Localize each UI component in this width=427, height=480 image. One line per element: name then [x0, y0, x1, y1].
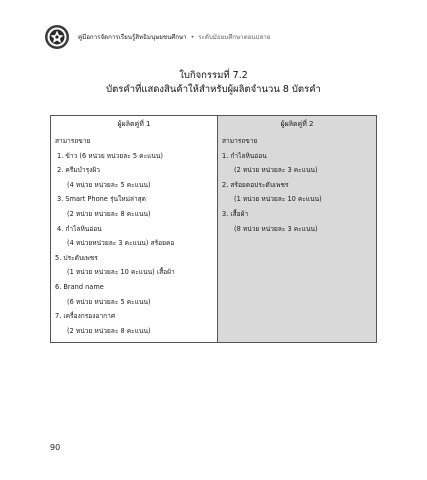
header-subtitle: ระดับมัธยมศึกษาตอนปลาย — [198, 34, 271, 41]
list-item: 6. Brand name — [55, 282, 104, 291]
list-item: (2 หน่วย หน่วยละ 8 คะแนน) — [67, 326, 151, 335]
page-subtitle: บัตรคำที่แสดงสินค้าให้สำหรับผู้ผลิตจำนวน 8 บัตรคำ — [106, 84, 321, 95]
header-separator: • — [190, 34, 195, 41]
header-text — [78, 32, 270, 42]
list-item: 4. กำไลหินอ่อน — [57, 224, 102, 233]
emblem-icon — [44, 24, 70, 50]
list-item: (6 หน่วย หน่วยละ 5 คะแนน) — [67, 297, 151, 306]
list-item: (8 หน่วย หน่วยละ 3 คะแนน) — [234, 224, 318, 233]
producer-column-2 — [218, 116, 376, 342]
page-header — [44, 24, 404, 52]
list-item: (4 หน่วย หน่วยละ 5 คะแนน) — [67, 180, 151, 189]
page-number: 90 — [50, 443, 61, 452]
producer-table — [50, 115, 377, 343]
list-item: 3. เสื้อผ้า — [222, 209, 249, 218]
producer-2-heading: ผู้ผลิตคู่ที่ 2 — [280, 120, 314, 128]
list-item: 1. กำไลหินอ่อน — [222, 151, 267, 160]
header-title: คู่มือการจัดการเรียนรู้สิทธิมนุษยชนศึกษา — [78, 34, 187, 41]
list-item: (2 หน่วย หน่วยละ 3 คะแนน) — [234, 166, 318, 175]
list-item: 2. สร้อยคอประดับเพชร — [222, 180, 289, 189]
page-title: ใบกิจกรรมที่ 7.2 — [179, 70, 248, 81]
list-item: (4 หน่วยหน่วยละ 3 คะแนน) สร้อยคอ — [67, 239, 175, 248]
list-item: 1. ข้าว (6 หน่วย หน่วยละ 5 คะแนน) — [57, 151, 163, 160]
list-item: 2. ครีมบำรุงผิว — [57, 166, 100, 175]
list-item: สามารถขาย — [222, 137, 258, 145]
list-item: (2 หน่วย หน่วยละ 8 คะแนน) — [67, 209, 151, 218]
list-item: 5. ประดับเพชร — [55, 253, 98, 262]
list-item: (1 หน่วย หน่วยละ 10 คะแนน) — [234, 195, 322, 204]
producer-2-list — [222, 134, 374, 236]
list-item: (1 หน่วย หน่วยละ 10 คะแนน) เสื้อผ้า — [67, 268, 175, 277]
producer-1-list — [55, 134, 215, 338]
producer-1-heading: ผู้ผลิตคู่ที่ 1 — [117, 120, 151, 128]
list-item: 3. Smart Phone รุ่นใหม่ล่าสุด — [57, 195, 146, 204]
list-item: 7. เครื่องกรองอากาศ — [55, 312, 116, 321]
list-item: สามารถขาย — [55, 137, 91, 145]
producer-column-1 — [51, 116, 218, 342]
